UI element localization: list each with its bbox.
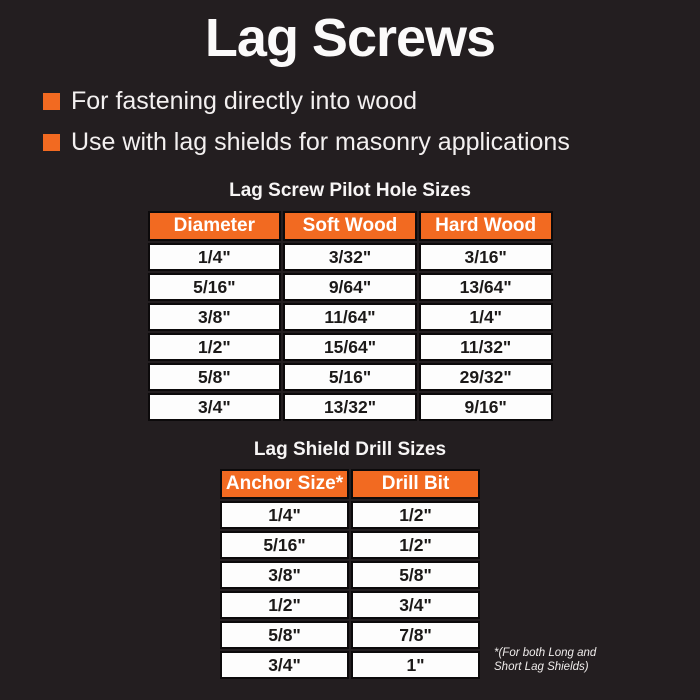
table-cell: 13/32"	[283, 393, 417, 421]
table-cell: 3/4"	[220, 651, 349, 679]
table-cell: 11/64"	[283, 303, 417, 331]
table-cell: 3/8"	[148, 303, 282, 331]
shield-table-heading: Lag Shield Drill Sizes	[253, 439, 447, 460]
table-cell: 1/2"	[220, 591, 349, 619]
table-cell: 5/8"	[220, 621, 349, 649]
table-cell: 29/32"	[419, 363, 553, 391]
table-cell: 5/16"	[220, 531, 349, 559]
table-cell: 1"	[351, 651, 480, 679]
pilot-hole-table	[148, 211, 553, 421]
table-cell: 1/2"	[351, 501, 480, 529]
column-header: Soft Wood	[283, 211, 417, 241]
column-header: Diameter	[148, 211, 282, 241]
bullet-item	[43, 129, 700, 156]
table-cell: 9/16"	[419, 393, 553, 421]
bullet-text: Use with lag shields for masonry applications	[71, 128, 570, 156]
bullet-square-icon	[43, 134, 60, 151]
column-header: Anchor Size*	[220, 469, 349, 499]
footnote-line: Short Lag Shields)	[494, 661, 589, 673]
bullet-list	[43, 88, 700, 156]
table-cell: 9/64"	[283, 273, 417, 301]
table-cell: 3/32"	[283, 243, 417, 271]
table-cell: 1/4"	[148, 243, 282, 271]
table-cell: 5/16"	[283, 363, 417, 391]
table-cell: 11/32"	[419, 333, 553, 361]
table-cell: 3/8"	[220, 561, 349, 589]
table-cell: 7/8"	[351, 621, 480, 649]
table-cell: 1/2"	[351, 531, 480, 559]
footnote-line: *(For both Long and	[494, 647, 597, 659]
table-cell: 3/4"	[148, 393, 282, 421]
table-cell: 5/8"	[148, 363, 282, 391]
bullet-item	[43, 88, 700, 115]
column-header: Hard Wood	[419, 211, 553, 241]
table-cell: 13/64"	[419, 273, 553, 301]
shield-table	[220, 469, 480, 679]
table-cell: 3/4"	[351, 591, 480, 619]
table-cell: 5/16"	[148, 273, 282, 301]
bullet-square-icon	[43, 93, 60, 110]
table-cell: 1/4"	[419, 303, 553, 331]
column-header: Drill Bit	[351, 469, 480, 499]
table-cell: 5/8"	[351, 561, 480, 589]
footnote	[494, 646, 596, 674]
table-cell: 1/2"	[148, 333, 282, 361]
table-cell: 3/16"	[419, 243, 553, 271]
page-title: Lag Screws	[204, 8, 496, 68]
pilot-hole-table-heading: Lag Screw Pilot Hole Sizes	[229, 180, 471, 201]
bullet-text: For fastening directly into wood	[71, 87, 418, 115]
table-cell: 15/64"	[283, 333, 417, 361]
table-cell: 1/4"	[220, 501, 349, 529]
